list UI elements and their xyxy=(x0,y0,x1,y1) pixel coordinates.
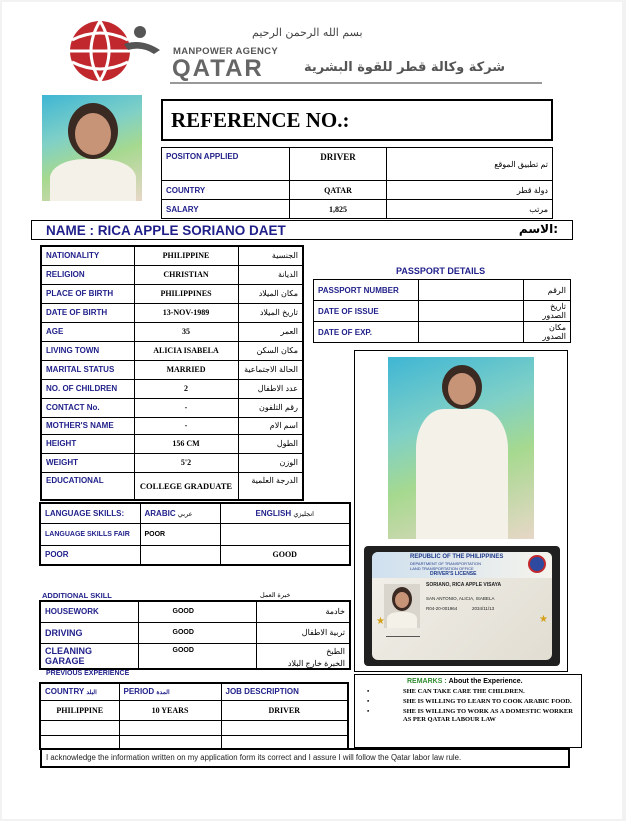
personal-value: 156 CM xyxy=(134,434,238,453)
license-number: R04-20-001964 xyxy=(426,606,458,611)
personal-label-ar: الحالة الاجتماعية xyxy=(238,360,303,379)
signature xyxy=(386,636,420,637)
remarks-heading xyxy=(407,678,523,685)
personal-value: 5'2 xyxy=(134,453,238,472)
personal-label-ar: الدرجة العلمية xyxy=(238,472,303,500)
personal-label-ar: تاريخ الميلاد xyxy=(238,303,303,322)
passport-label-ar: الرقم xyxy=(524,280,571,301)
agency-name-ar: شركة وكالة قطر للقوة البشرية xyxy=(304,60,506,75)
personal-value: ALICIA ISABELA xyxy=(134,341,238,360)
personal-label-ar: مكان السكن xyxy=(238,341,303,360)
applicant-name: NAME : RICA APPLE SORIANO DAET xyxy=(46,223,286,238)
personal-label: MARITAL STATUS xyxy=(41,360,134,379)
exp-empty-cell xyxy=(40,735,119,749)
personal-row xyxy=(41,434,303,453)
exp-empty-cell xyxy=(40,720,119,735)
basmala: بسم الله الرحمن الرحيم xyxy=(252,26,363,39)
language-label: LANGUAGE SKILLS: xyxy=(40,503,140,523)
reference-box xyxy=(161,99,553,141)
personal-label-ar: الوزن xyxy=(238,453,303,472)
skill-label: HOUSEWORK xyxy=(40,601,138,622)
agency-logo xyxy=(64,20,164,82)
full-photo-frame xyxy=(354,350,568,672)
remarks-box xyxy=(354,674,582,748)
personal-label-ar: العمر xyxy=(238,322,303,341)
passport-table xyxy=(313,279,571,343)
salary-label-ar: مرتب xyxy=(387,200,553,219)
skill-row xyxy=(40,643,350,669)
profile-photo xyxy=(42,95,142,201)
personal-value: COLLEGE GRADUATE xyxy=(134,472,238,500)
license-name: SORIANO, RICA APPLE VISAYA xyxy=(426,582,502,588)
personal-row xyxy=(41,303,303,322)
personal-row xyxy=(41,322,303,341)
position-label: POSITON APPLIED xyxy=(162,148,290,181)
personal-row xyxy=(41,284,303,303)
personal-label-ar: مكان الميلاد xyxy=(238,284,303,303)
language-fair-value: POOR xyxy=(140,523,220,545)
star-icon: ★ xyxy=(539,614,548,625)
personal-label-ar: عدد الاطفال xyxy=(238,379,303,398)
additional-skill-title-ar: خبرة العمل xyxy=(260,592,291,599)
language-fair-empty xyxy=(220,523,350,545)
passport-label: PASSPORT NUMBER xyxy=(314,280,419,301)
passport-value xyxy=(419,280,524,301)
header-rule xyxy=(170,82,542,84)
skill-row xyxy=(40,601,350,622)
exp-empty-cell xyxy=(119,720,221,735)
acknowledgement-box xyxy=(40,748,570,768)
bullet-icon: • xyxy=(367,698,370,705)
personal-label: RELIGION xyxy=(41,265,134,284)
reference-label: REFERENCE NO.: xyxy=(171,108,350,132)
license-card-type: DRIVER'S LICENSE xyxy=(430,571,477,577)
language-fair-label: LANGUAGE SKILLS FAIR xyxy=(40,523,140,545)
arabic-label xyxy=(140,503,220,523)
personal-value: PHILIPPINE xyxy=(134,246,238,265)
salary-value: 1,825 xyxy=(290,200,387,219)
skill-label-ar: خادمة xyxy=(256,601,350,622)
personal-label: CONTACT No. xyxy=(41,398,134,417)
passport-label: DATE OF EXP. xyxy=(314,322,419,343)
license-office: LAND TRANSPORTATION OFFICE xyxy=(410,566,474,571)
remarks-list xyxy=(367,688,577,726)
personal-label: EDUCATIONAL xyxy=(41,472,134,500)
license-dept: DEPARTMENT OF TRANSPORTATION xyxy=(410,561,482,566)
license-address: SAN ANTONIO, ALICIA, ISABELA xyxy=(426,596,495,601)
personal-label: NO. OF CHILDREN xyxy=(41,379,134,398)
personal-row xyxy=(41,341,303,360)
license-photo xyxy=(384,584,420,628)
bullet-icon: • xyxy=(367,708,370,715)
personal-label-ar: رقم التلفون xyxy=(238,398,303,417)
drivers-license-card xyxy=(364,546,560,666)
exp-country-header xyxy=(40,683,119,700)
skill-row xyxy=(40,622,350,643)
arabic-text-ar: عربي xyxy=(177,510,193,518)
personal-value: PHILIPPINES xyxy=(134,284,238,303)
agency-name-en: MANPOWER AGENCY xyxy=(173,46,278,57)
personal-label: WEIGHT xyxy=(41,453,134,472)
exp-period-label: PERIOD xyxy=(123,687,155,697)
passport-value xyxy=(419,322,524,343)
remarks-title: REMARKS : xyxy=(407,678,447,685)
exp-country-label: COUNTRY xyxy=(45,687,85,697)
personal-value: MARRIED xyxy=(134,360,238,379)
experience-table xyxy=(39,682,349,750)
skill-value: GOOD xyxy=(138,622,256,643)
skill-label-ar: تربية الاطفال xyxy=(256,622,350,643)
skills-table xyxy=(39,600,351,670)
bullet-icon: • xyxy=(367,688,370,695)
personal-value: 2 xyxy=(134,379,238,398)
full-body-photo xyxy=(388,357,534,539)
lto-seal-icon xyxy=(528,555,546,573)
previous-experience-label: PREVIOUS EXPERIENCE xyxy=(46,670,130,677)
personal-row xyxy=(41,379,303,398)
personal-label: HEIGHT xyxy=(41,434,134,453)
exp-job-value: DRIVER xyxy=(221,700,348,720)
passport-title: PASSPORT DETAILS xyxy=(396,266,486,276)
remarks-subtitle: About the Experience. xyxy=(448,678,523,685)
exp-empty-cell xyxy=(221,735,348,749)
personal-row xyxy=(41,265,303,284)
country-label-ar: دولة قطر xyxy=(387,181,553,200)
personal-label: DATE OF BIRTH xyxy=(41,303,134,322)
language-poor-value: GOOD xyxy=(220,545,350,565)
exp-country-label-ar: البلد xyxy=(86,690,97,697)
position-value: DRIVER xyxy=(290,148,387,181)
application-form xyxy=(2,2,622,819)
license-expiry: 2034/11/13 xyxy=(472,606,495,611)
skill-value: GOOD xyxy=(138,601,256,622)
personal-value: 35 xyxy=(134,322,238,341)
remark-text: SHE IS WILLING TO WORK AS A DOMESTIC WORKER AS PER QATAR LABOUR LAW xyxy=(403,708,573,723)
exp-country-value: PHILIPPINE xyxy=(40,700,119,720)
remark-text: SHE IS WILLING TO LEARN TO COOK ARABIC FOOD. xyxy=(403,698,572,705)
passport-value xyxy=(419,301,524,322)
license-country: REPUBLIC OF THE PHILIPPINES xyxy=(410,554,504,560)
position-label-ar: تم تطبيق الموقع xyxy=(387,148,553,181)
salary-label: SALARY xyxy=(162,200,290,219)
exp-period-header xyxy=(119,683,221,700)
english-text-ar: انجليزي xyxy=(293,510,314,518)
exp-empty-cell xyxy=(221,720,348,735)
personal-label: LIVING TOWN xyxy=(41,341,134,360)
personal-label: PLACE OF BIRTH xyxy=(41,284,134,303)
position-table xyxy=(161,147,553,219)
personal-label: MOTHER'S NAME xyxy=(41,417,134,434)
personal-row xyxy=(41,453,303,472)
skill-label-ar xyxy=(256,643,350,669)
personal-row xyxy=(41,472,303,500)
skill-label: CLEANING GARAGE xyxy=(40,643,138,669)
country-label: COUNTRY xyxy=(162,181,290,200)
passport-row xyxy=(314,280,571,301)
skill-label: DRIVING xyxy=(40,622,138,643)
acknowledgement-text: I acknowledge the information written on my application form its correct and I assure I will follow the Qatar labor law rule. xyxy=(46,753,462,762)
exp-period-label-ar: المدة xyxy=(156,690,170,697)
exp-job-header: JOB DESCRIPTION xyxy=(221,683,348,700)
personal-label: NATIONALITY xyxy=(41,246,134,265)
personal-value: - xyxy=(134,417,238,434)
exp-period-value: 10 YEARS xyxy=(119,700,221,720)
personal-value: - xyxy=(134,398,238,417)
passport-row xyxy=(314,301,571,322)
passport-label: DATE OF ISSUE xyxy=(314,301,419,322)
personal-row xyxy=(41,360,303,379)
language-poor-empty xyxy=(140,545,220,565)
personal-label-ar: اسم الام xyxy=(238,417,303,434)
agency-brand: QATAR xyxy=(172,55,264,82)
language-table xyxy=(39,502,351,566)
passport-row xyxy=(314,322,571,343)
personal-value: 13-NOV-1989 xyxy=(134,303,238,322)
passport-label-ar: مكان الصدور xyxy=(524,322,571,343)
remark-item xyxy=(367,708,577,724)
remark-item xyxy=(367,688,577,696)
star-icon: ★ xyxy=(376,616,385,627)
english-text: ENGLISH xyxy=(255,508,292,518)
personal-value: CHRISTIAN xyxy=(134,265,238,284)
skill-value: GOOD xyxy=(138,643,256,669)
personal-row xyxy=(41,398,303,417)
personal-label-ar: الطول xyxy=(238,434,303,453)
name-bar xyxy=(31,220,573,240)
personal-details-table xyxy=(40,245,304,501)
remark-text: SHE CAN TAKE CARE THE CHILDREN. xyxy=(403,688,525,695)
arabic-text: ARABIC xyxy=(144,508,176,518)
country-value: QATAR xyxy=(290,181,387,200)
previous-experience-label-ar: الخبرة خارج البلاد xyxy=(287,658,345,668)
personal-row xyxy=(41,246,303,265)
personal-row xyxy=(41,417,303,434)
remark-item xyxy=(367,698,577,706)
language-poor-label: POOR xyxy=(40,545,140,565)
personal-label-ar: الجنسية xyxy=(238,246,303,265)
personal-label: AGE xyxy=(41,322,134,341)
name-label-ar: الاسم: xyxy=(518,222,558,236)
exp-empty-cell xyxy=(119,735,221,749)
skill-label-ar-text: الطبخ xyxy=(326,646,345,656)
english-label xyxy=(220,503,350,523)
additional-skill-title: ADDITIONAL SKILL xyxy=(42,591,112,600)
passport-label-ar: تاريخ الصدور xyxy=(524,301,571,322)
personal-label-ar: الديانة xyxy=(238,265,303,284)
